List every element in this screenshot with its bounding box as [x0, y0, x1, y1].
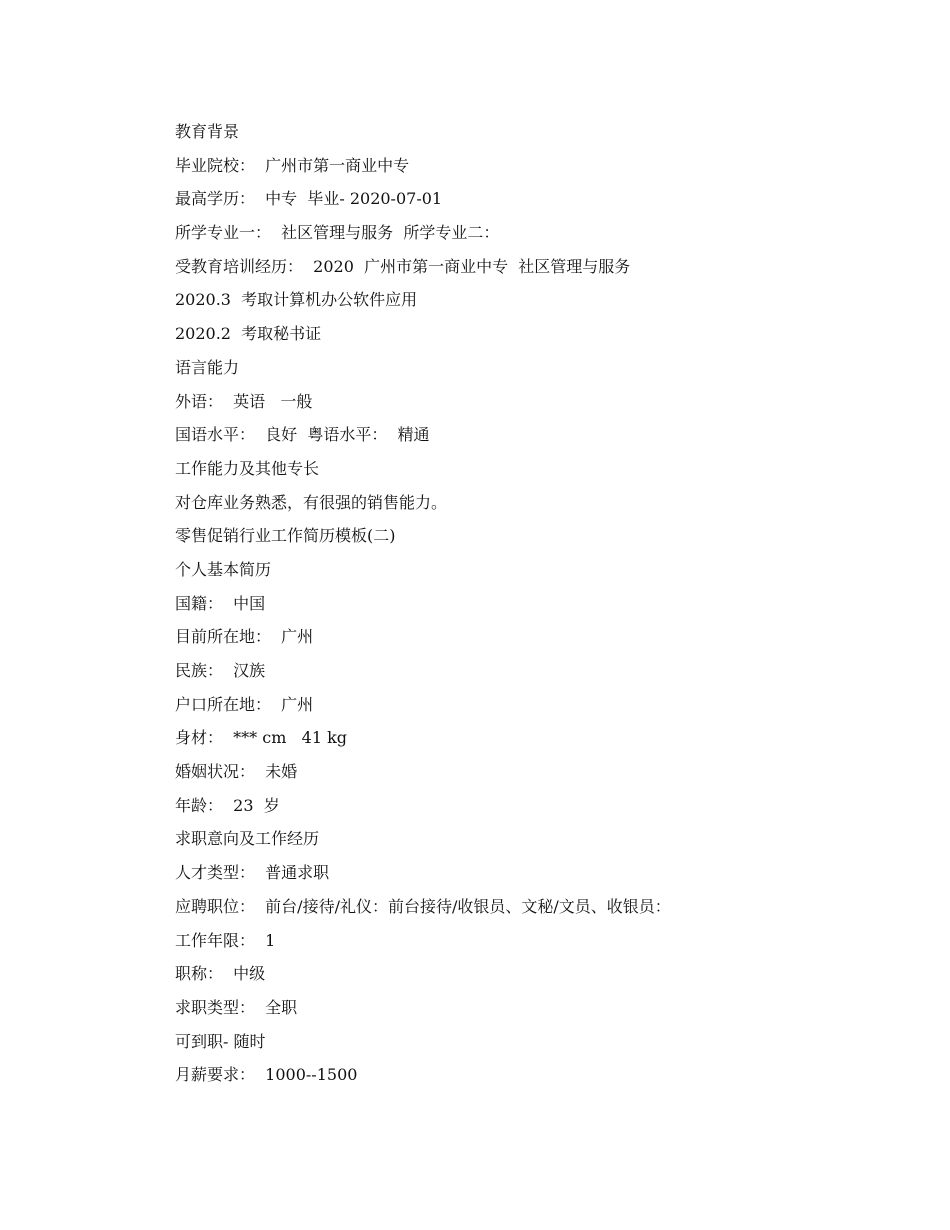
- text-line-skills: 对仓库业务熟悉，有很强的销售能力。: [175, 492, 448, 512]
- text-line-major: 所学专业一： 社区管理与服务 所学专业二：: [175, 223, 500, 243]
- text-line-title: 职称： 中级: [175, 964, 266, 984]
- document-subtitle: 零售促销行业工作简历模板(二): [175, 526, 396, 546]
- text-line-years: 工作年限： 1: [175, 930, 276, 950]
- text-line-hukou: 户口所在地： 广州: [175, 694, 314, 714]
- section-heading-education: 教育背景: [175, 122, 240, 141]
- text-line-marital-status: 婚姻状况： 未婚: [175, 762, 298, 782]
- section-heading-basic-info: 个人基本简历: [175, 559, 272, 579]
- text-line-school: 毕业院校： 广州市第一商业中专: [175, 155, 410, 175]
- text-line-availability: 可到职- 随时: [175, 1031, 266, 1051]
- text-line-degree: 最高学历： 中专 毕业- 2020-07-01: [175, 189, 443, 209]
- text-line-current-location: 目前所在地： 广州: [175, 627, 314, 647]
- section-heading-language: 语言能力: [175, 357, 240, 377]
- text-line-cert-secretary: 2020.2 考取秘书证: [175, 324, 322, 344]
- text-line-training: 受教育培训经历： 2020 广州市第一商业中专 社区管理与服务: [175, 256, 631, 276]
- text-line-foreign-language: 外语： 英语 一般: [175, 391, 313, 411]
- text-line-ethnicity: 民族： 汉族: [175, 661, 266, 680]
- text-line-age: 年龄： 23 岁: [175, 795, 280, 815]
- text-line-job-type: 求职类型： 全职: [175, 997, 298, 1017]
- text-line-mandarin-cantonese: 国语水平： 良好 粤语水平： 精通: [175, 425, 430, 445]
- text-line-physique: 身材： *** cm 41 kg: [175, 728, 348, 748]
- document-body: [175, 115, 875, 1092]
- text-line-cert-office: 2020.3 考取计算机办公软件应用: [175, 290, 418, 310]
- text-line-salary: 月薪要求： 1000--1500: [175, 1065, 358, 1085]
- text-line-position: 应聘职位： 前台/接待/礼仪：前台接待/收银员、文秘/文员、收银员：: [175, 896, 671, 916]
- text-line-talent-type: 人才类型： 普通求职: [175, 863, 330, 883]
- section-heading-job-intent: 求职意向及工作经历: [175, 829, 320, 849]
- section-heading-skills: 工作能力及其他专长: [175, 458, 320, 478]
- text-line-nationality: 国籍： 中国: [175, 593, 266, 613]
